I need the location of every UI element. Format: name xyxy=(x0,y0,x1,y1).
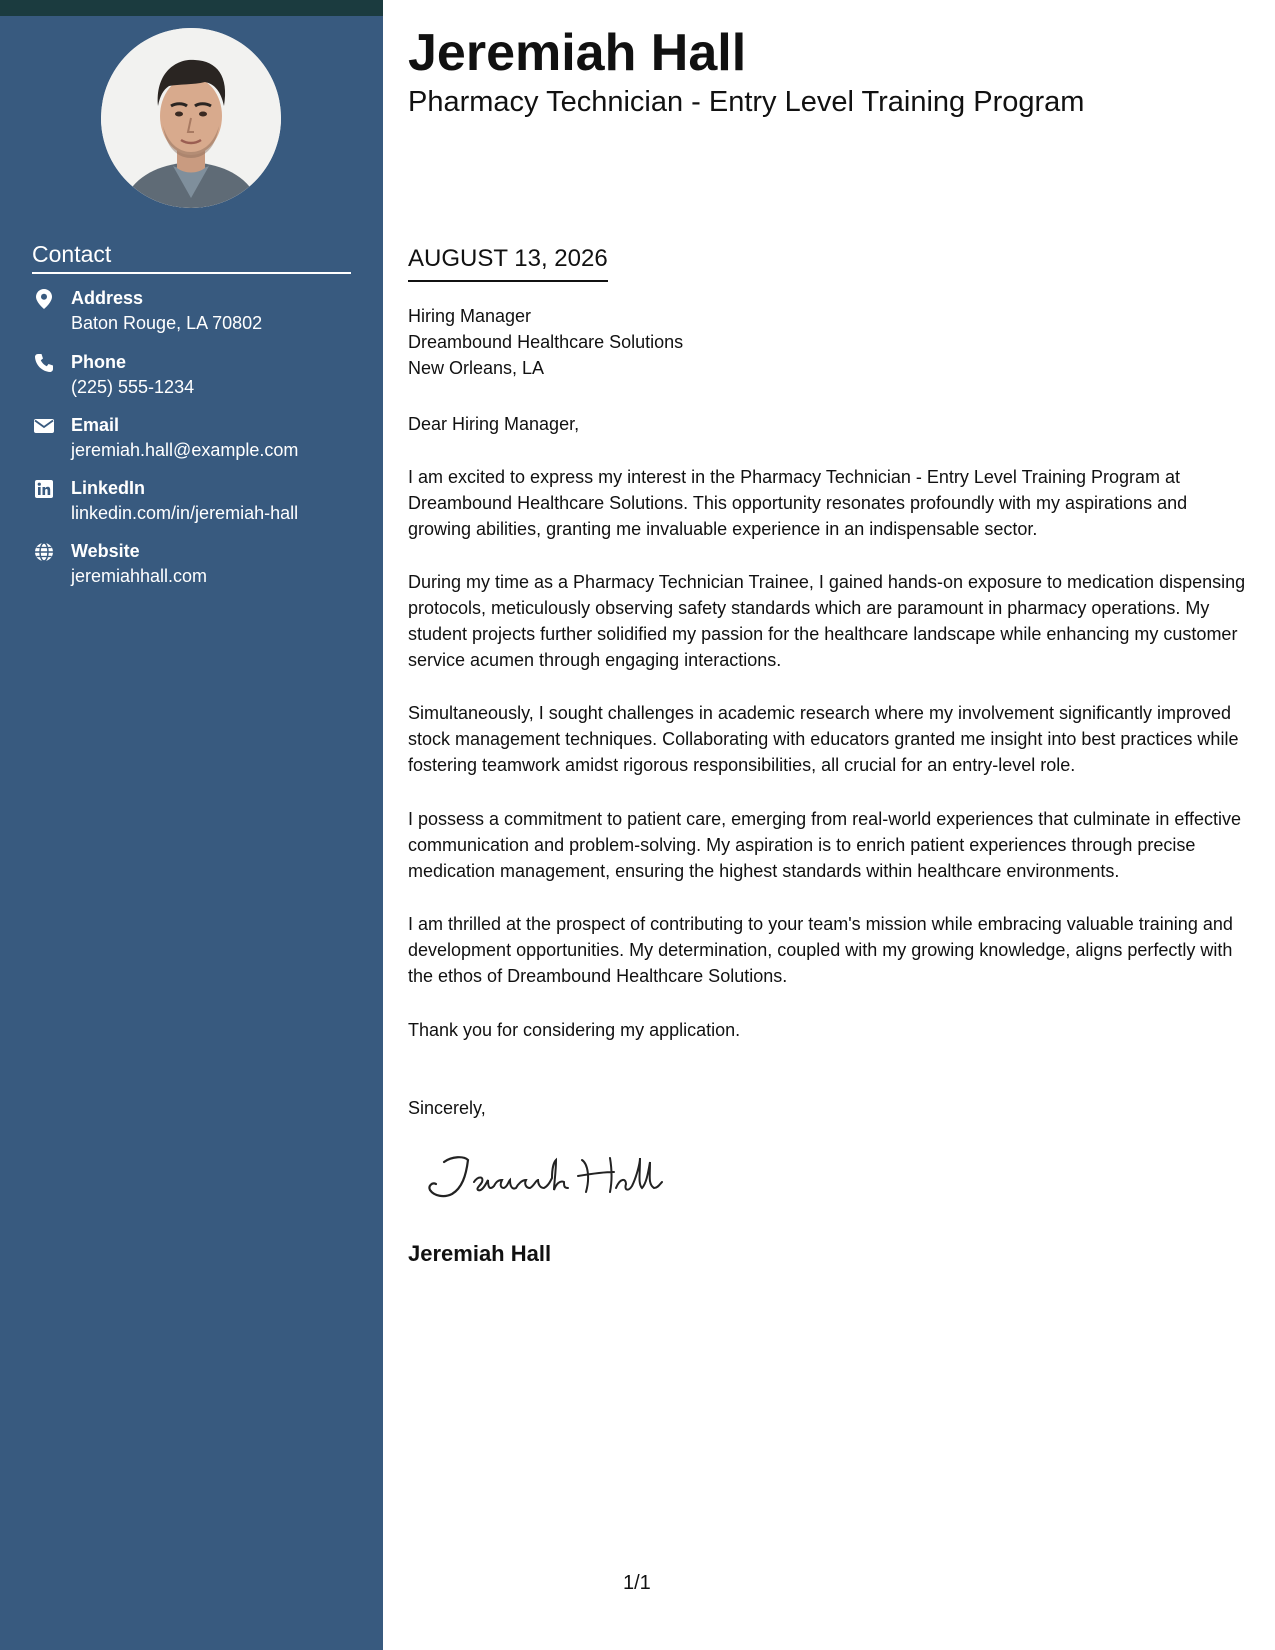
sidebar xyxy=(0,0,383,1650)
recipient-block xyxy=(408,303,683,381)
contact-item-phone xyxy=(32,350,362,402)
job-title: Pharmacy Technician - Entry Level Training Program xyxy=(408,86,1085,118)
applicant-name: Jeremiah Hall xyxy=(408,24,747,82)
linkedin-icon xyxy=(32,478,56,500)
signer-name: Jeremiah Hall xyxy=(408,1241,552,1266)
recipient-title: Hiring Manager xyxy=(408,306,532,326)
sidebar-top-bar xyxy=(0,0,383,16)
paragraph-2: During my time as a Pharmacy Technician Trainee, I gained hands-on exposure to medication dispensing protocols, meticulously observing safety standards which are paramount in pharmacy operations. My student projects further solidified my passion for the healthcare landscape while enhancing my customer service acumen through engaging interactions. xyxy=(408,572,1246,670)
globe-icon xyxy=(32,541,56,563)
page-number: 1/1 xyxy=(623,1572,651,1594)
linkedin-value: linkedin.com/in/jeremiah-hall xyxy=(71,503,299,523)
avatar-portrait-image xyxy=(101,28,281,208)
recipient-location: New Orleans, LA xyxy=(408,358,545,378)
handwritten-signature xyxy=(422,1148,672,1208)
phone-icon xyxy=(32,352,56,374)
address-value: Baton Rouge, LA 70802 xyxy=(71,313,263,333)
contact-label: LinkedIn xyxy=(71,478,146,498)
paragraph-4: I possess a commitment to patient care, emerging from real-world experiences that culminate in effective communication and problem-solving. My aspiration is to enrich patient experiences through precise medication management, ensuring the highest standards within healthcare environments. xyxy=(408,809,1242,881)
avatar xyxy=(101,28,281,208)
paragraph-5: I am thrilled at the prospect of contributing to your team's mission while embracing valuable training and development opportunities. My determination, coupled with my growing knowledge, aligns perfectly with the ethos of Dreambound Healthcare Solutions. xyxy=(408,914,1233,986)
paragraph-6: Thank you for considering my application. xyxy=(408,1020,741,1040)
website-value: jeremiahhall.com xyxy=(71,566,208,586)
contact-item-website xyxy=(32,539,362,591)
contact-label: Email xyxy=(71,415,120,435)
closing: Sincerely, xyxy=(408,1098,486,1118)
contact-item-linkedin xyxy=(32,476,362,528)
contact-item-email xyxy=(32,413,362,465)
contact-label: Phone xyxy=(71,352,127,372)
recipient-company: Dreambound Healthcare Solutions xyxy=(408,332,684,352)
contact-item-address xyxy=(32,286,362,338)
envelope-icon xyxy=(32,415,56,437)
contact-heading: Contact xyxy=(32,240,351,274)
email-value: jeremiah.hall@example.com xyxy=(71,440,299,460)
letter-body xyxy=(408,0,1254,1650)
contact-label: Website xyxy=(71,541,140,561)
contact-label: Address xyxy=(71,288,144,308)
paragraph-3: Simultaneously, I sought challenges in academic research where my involvement significantly improved stock management techniques. Collaborating with educators granted me insight into best practices while fostering teamwork amidst rigorous responsibilities, all crucial for an entry-level role. xyxy=(408,703,1239,775)
location-pin-icon xyxy=(32,288,56,310)
phone-value: (225) 555-1234 xyxy=(71,377,195,397)
letter-date: AUGUST 13, 2026 xyxy=(408,244,608,282)
paragraph-1: I am excited to express my interest in the Pharmacy Technician - Entry Level Training Program at Dreambound Healthcare Solutions. This opportunity resonates profoundly with my aspirations and growing abilities, granting me invaluable experience in an indispensable sector. xyxy=(408,467,1188,539)
salutation: Dear Hiring Manager, xyxy=(408,414,580,434)
